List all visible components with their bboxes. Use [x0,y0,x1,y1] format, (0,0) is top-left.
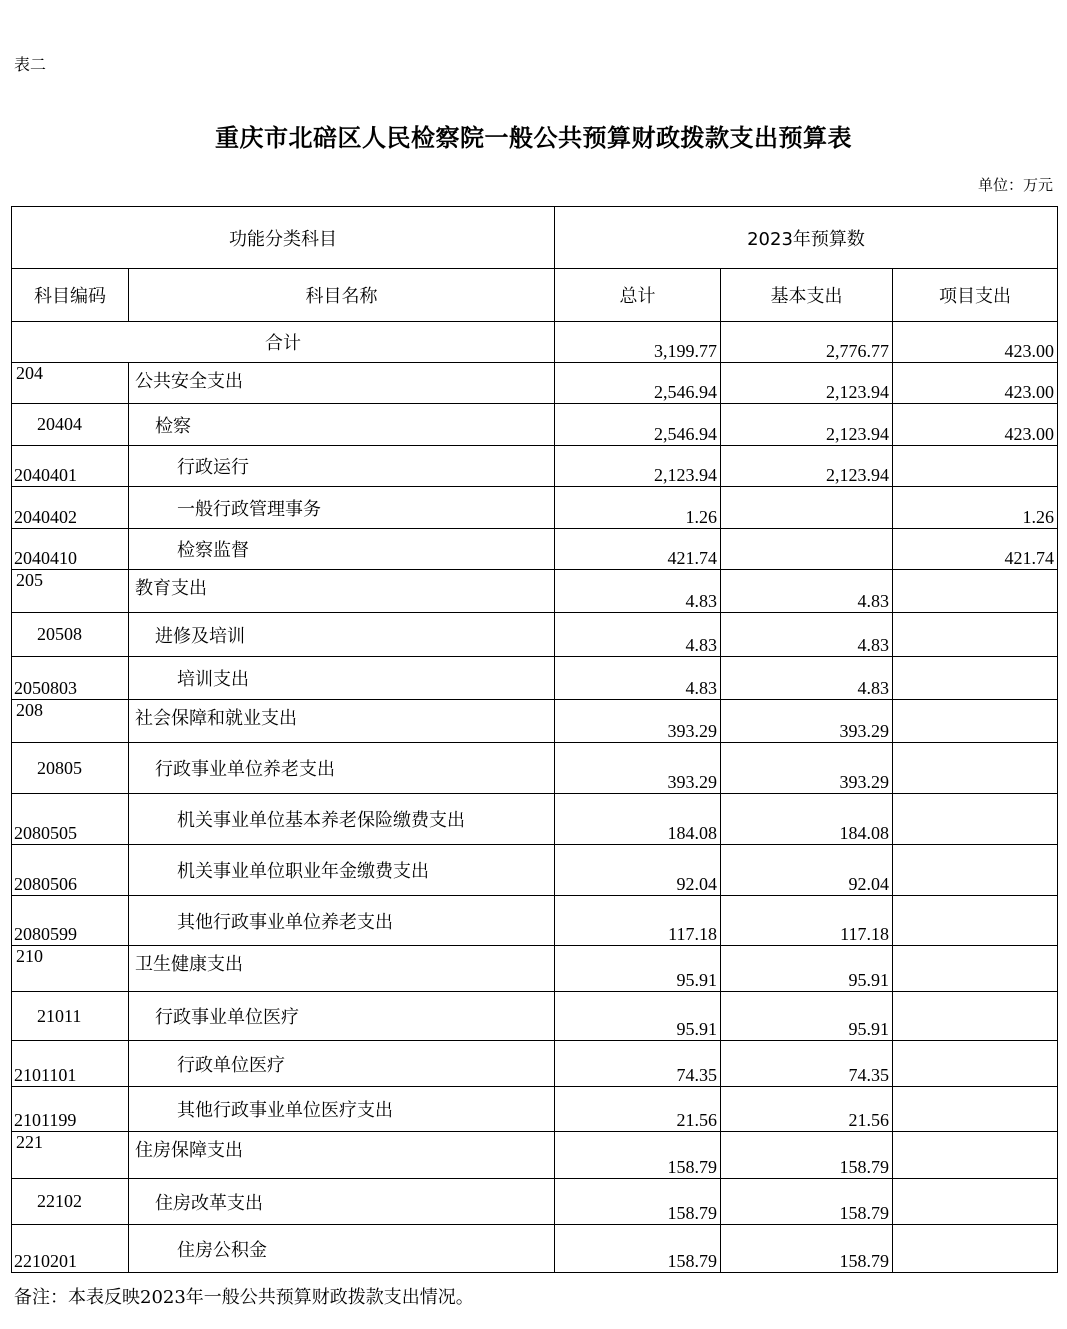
row-code: 21011 [12,992,129,1041]
row-code: 2080599 [12,896,129,946]
row-project: 423.00 [893,363,1058,404]
row-basic: 2,123.94 [721,404,893,446]
row-code: 2040402 [12,487,129,529]
row-name: 住房公积金 [129,1225,555,1273]
table-row [12,1225,1058,1273]
row-name: 住房改革支出 [129,1179,555,1225]
row-project [893,1225,1058,1273]
row-total: 158.79 [555,1132,721,1179]
row-project: 423.00 [893,404,1058,446]
header-budget-year: 2023年预算数 [555,207,1058,269]
table-row [12,613,1058,657]
row-project [893,794,1058,845]
row-name: 行政单位医疗 [129,1041,555,1087]
row-total: 2,546.94 [555,363,721,404]
row-total: 1.26 [555,487,721,529]
row-total: 421.74 [555,529,721,570]
header-basic: 基本支出 [721,269,893,322]
row-total: 21.56 [555,1087,721,1132]
table-row [12,529,1058,570]
row-basic: 2,123.94 [721,363,893,404]
row-basic: 117.18 [721,896,893,946]
table-row [12,487,1058,529]
row-total: 117.18 [555,896,721,946]
table-label: 表二 [14,55,47,74]
table-row [12,570,1058,613]
row-name: 行政事业单位养老支出 [129,743,555,794]
header-name: 科目名称 [129,269,555,322]
row-project: 1.26 [893,487,1058,529]
row-name: 社会保障和就业支出 [129,700,555,743]
row-project [893,1087,1058,1132]
row-basic: 74.35 [721,1041,893,1087]
row-project [893,1179,1058,1225]
row-project [893,992,1058,1041]
row-code: 2050803 [12,657,129,700]
row-project [893,446,1058,487]
row-code: 2040401 [12,446,129,487]
row-project [893,743,1058,794]
row-name: 教育支出 [129,570,555,613]
row-name: 公共安全支出 [129,363,555,404]
row-code: 2080506 [12,845,129,896]
row-name: 进修及培训 [129,613,555,657]
row-project [893,657,1058,700]
row-code: 210 [12,946,129,992]
row-code: 208 [12,700,129,743]
page-title: 重庆市北碚区人民检察院一般公共预算财政拨款支出预算表 [215,123,852,152]
row-basic: 4.83 [721,657,893,700]
table-row [12,743,1058,794]
row-basic: 95.91 [721,992,893,1041]
row-code: 20805 [12,743,129,794]
table-row [12,946,1058,992]
table-row [12,794,1058,845]
row-code: 2101199 [12,1087,129,1132]
row-basic: 92.04 [721,845,893,896]
header-functional-classification: 功能分类科目 [12,207,555,269]
row-name: 检察 [129,404,555,446]
row-total: 4.83 [555,657,721,700]
row-project [893,700,1058,743]
row-total: 92.04 [555,845,721,896]
row-basic [721,529,893,570]
total-row [12,322,1058,363]
row-code: 205 [12,570,129,613]
row-basic: 2,123.94 [721,446,893,487]
row-total: 393.29 [555,700,721,743]
row-code: 2080505 [12,794,129,845]
row-total: 393.29 [555,743,721,794]
total-project: 423.00 [893,322,1058,363]
row-basic: 4.83 [721,570,893,613]
row-basic: 158.79 [721,1179,893,1225]
row-total: 95.91 [555,992,721,1041]
budget-table [11,206,1058,1273]
header-project: 项目支出 [893,269,1058,322]
row-code: 2101101 [12,1041,129,1087]
table-row [12,992,1058,1041]
row-name: 行政运行 [129,446,555,487]
row-name: 检察监督 [129,529,555,570]
row-name: 其他行政事业单位养老支出 [129,896,555,946]
total-basic: 2,776.77 [721,322,893,363]
row-project [893,845,1058,896]
row-name: 其他行政事业单位医疗支出 [129,1087,555,1132]
row-total: 2,546.94 [555,404,721,446]
row-total: 158.79 [555,1225,721,1273]
row-code: 2040410 [12,529,129,570]
total-total: 3,199.77 [555,322,721,363]
row-name: 一般行政管理事务 [129,487,555,529]
row-basic: 393.29 [721,700,893,743]
table-row [12,700,1058,743]
footnote: 备注：本表反映2023年一般公共预算财政拨款支出情况。 [14,1287,474,1308]
row-name: 机关事业单位职业年金缴费支出 [129,845,555,896]
table-row [12,657,1058,700]
row-total: 4.83 [555,613,721,657]
row-code: 204 [12,363,129,404]
row-project: 421.74 [893,529,1058,570]
row-project [893,946,1058,992]
row-basic: 184.08 [721,794,893,845]
row-project [893,896,1058,946]
table-row [12,404,1058,446]
row-code: 22102 [12,1179,129,1225]
row-project [893,570,1058,613]
table-row [12,845,1058,896]
row-project [893,1041,1058,1087]
row-code: 221 [12,1132,129,1179]
row-basic: 393.29 [721,743,893,794]
row-name: 行政事业单位医疗 [129,992,555,1041]
header-code: 科目编码 [12,269,129,322]
row-basic [721,487,893,529]
row-name: 卫生健康支出 [129,946,555,992]
table-row [12,1132,1058,1179]
row-basic: 21.56 [721,1087,893,1132]
row-total: 74.35 [555,1041,721,1087]
row-basic: 158.79 [721,1132,893,1179]
row-total: 2,123.94 [555,446,721,487]
row-total: 184.08 [555,794,721,845]
table-row [12,1087,1058,1132]
table-row [12,896,1058,946]
table-row [12,446,1058,487]
row-name: 机关事业单位基本养老保险缴费支出 [129,794,555,845]
unit-label: 单位：万元 [977,176,1053,194]
row-project [893,1132,1058,1179]
table-row [12,1041,1058,1087]
row-code: 2210201 [12,1225,129,1273]
table-row [12,363,1058,404]
row-total: 158.79 [555,1179,721,1225]
row-code: 20404 [12,404,129,446]
row-name: 培训支出 [129,657,555,700]
row-project [893,613,1058,657]
row-basic: 158.79 [721,1225,893,1273]
row-name: 住房保障支出 [129,1132,555,1179]
row-total: 4.83 [555,570,721,613]
row-total: 95.91 [555,946,721,992]
row-basic: 95.91 [721,946,893,992]
header-total: 总计 [555,269,721,322]
row-code: 20508 [12,613,129,657]
row-basic: 4.83 [721,613,893,657]
table-row [12,1179,1058,1225]
total-label: 合计 [12,322,555,363]
